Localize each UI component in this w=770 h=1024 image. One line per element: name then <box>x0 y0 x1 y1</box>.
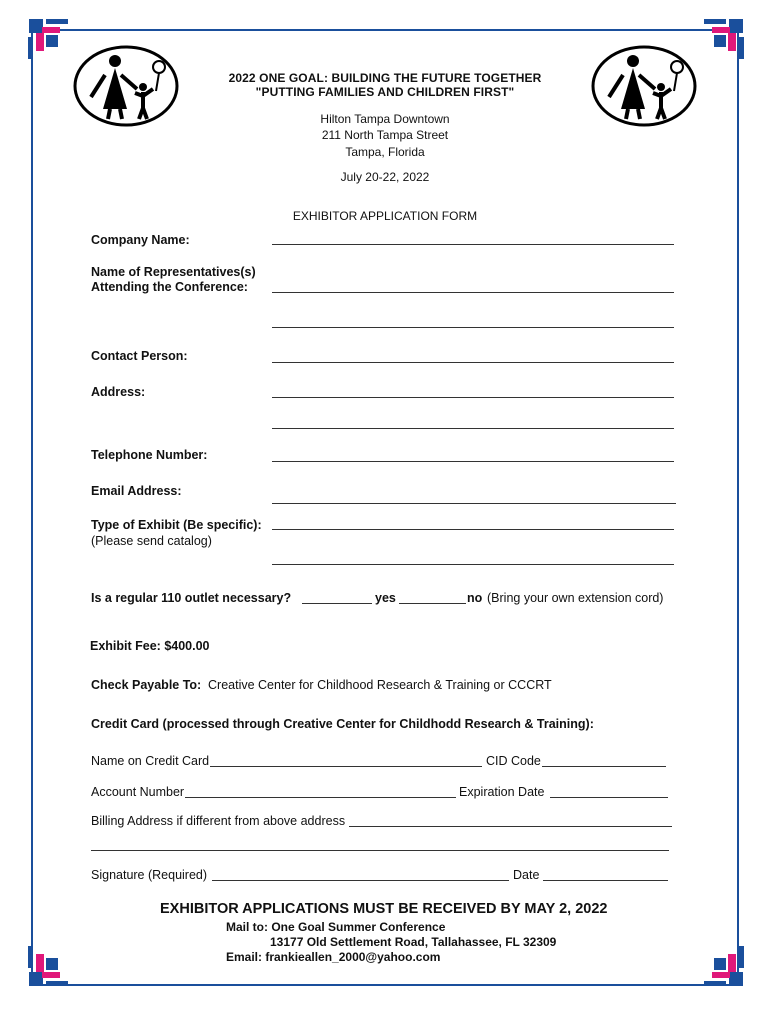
conference-theme: "PUTTING FAMILIES AND CHILDREN FIRST" <box>255 85 515 99</box>
check-payable-label: Check Payable To: <box>91 678 202 692</box>
exhibit-type-field-2[interactable] <box>272 564 674 565</box>
telephone-field[interactable] <box>272 461 674 462</box>
address-label: Address: <box>91 385 146 399</box>
conference-title: 2022 ONE GOAL: BUILDING THE FUTURE TOGETHER <box>228 71 542 85</box>
contact-person-label: Contact Person: <box>91 349 188 363</box>
signature-date-label: Date <box>513 868 540 882</box>
representatives-label-2: Attending the Conference: <box>91 280 248 294</box>
mail-to: Mail to: One Goal Summer Conference <box>226 920 446 934</box>
venue-street: 211 North Tampa Street <box>321 128 449 142</box>
corner-ornament-top-left <box>26 17 70 61</box>
mail-address: 13177 Old Settlement Road, Tallahassee, FL 32309 <box>270 935 557 949</box>
expiration-date-field[interactable] <box>550 797 668 798</box>
signature-field[interactable] <box>212 880 509 881</box>
form-title: EXHIBITOR APPLICATION FORM <box>292 209 478 223</box>
outlet-no-field[interactable] <box>399 603 466 604</box>
credit-card-heading: Credit Card (processed through Creative Center for Childhodd Research & Training): <box>91 717 594 731</box>
corner-ornament-bottom-left <box>26 944 70 988</box>
representatives-field-1[interactable] <box>272 292 674 293</box>
account-number-field[interactable] <box>185 797 456 798</box>
telephone-label: Telephone Number: <box>91 448 208 462</box>
company-name-field[interactable] <box>272 244 674 245</box>
representatives-field-2[interactable] <box>272 327 674 328</box>
signature-label: Signature (Required) <box>91 868 208 882</box>
cid-code-label: CID Code <box>486 754 541 768</box>
email-field[interactable] <box>272 503 676 504</box>
billing-address-field-2[interactable] <box>91 850 669 851</box>
conference-dates: July 20-22, 2022 <box>340 170 430 184</box>
signature-date-field[interactable] <box>543 880 668 881</box>
exhibit-fee: Exhibit Fee: $400.00 <box>90 639 210 653</box>
exhibit-type-note: (Please send catalog) <box>91 534 212 548</box>
contact-email: Email: frankieallen_2000@yahoo.com <box>226 950 441 964</box>
outlet-note: (Bring your own extension cord) <box>487 591 664 605</box>
contact-person-field[interactable] <box>272 362 674 363</box>
check-payable-value: Creative Center for Childhood Research & Training or CCCRT <box>208 678 552 692</box>
outlet-yes-field[interactable] <box>302 603 372 604</box>
venue-name: Hilton Tampa Downtown <box>320 112 450 126</box>
venue-city: Tampa, Florida <box>345 145 425 159</box>
deadline-notice: EXHIBITOR APPLICATIONS MUST BE RECEIVED BY MAY 2, 2022 <box>160 901 608 917</box>
corner-ornament-bottom-right <box>702 944 746 988</box>
billing-address-label: Billing Address if different from above address <box>91 814 346 828</box>
billing-address-field-1[interactable] <box>349 826 672 827</box>
corner-ornament-top-right <box>702 17 746 61</box>
name-on-card-label: Name on Credit Card <box>91 754 210 768</box>
exhibit-type-field-1[interactable] <box>272 529 674 530</box>
address-field-2[interactable] <box>272 428 674 429</box>
outlet-no-label: no <box>467 591 483 605</box>
expiration-date-label: Expiration Date <box>459 785 545 799</box>
exhibit-type-label: Type of Exhibit (Be specific): <box>91 518 262 532</box>
representatives-label: Name of Representatives(s) <box>91 265 256 279</box>
address-field-1[interactable] <box>272 397 674 398</box>
cid-code-field[interactable] <box>542 766 666 767</box>
email-label: Email Address: <box>91 484 182 498</box>
company-name-label: Company Name: <box>91 233 190 247</box>
outlet-yes-label: yes <box>375 591 396 605</box>
outlet-question: Is a regular 110 outlet necessary? <box>91 591 292 605</box>
name-on-card-field[interactable] <box>210 766 482 767</box>
account-number-label: Account Number <box>91 785 185 799</box>
